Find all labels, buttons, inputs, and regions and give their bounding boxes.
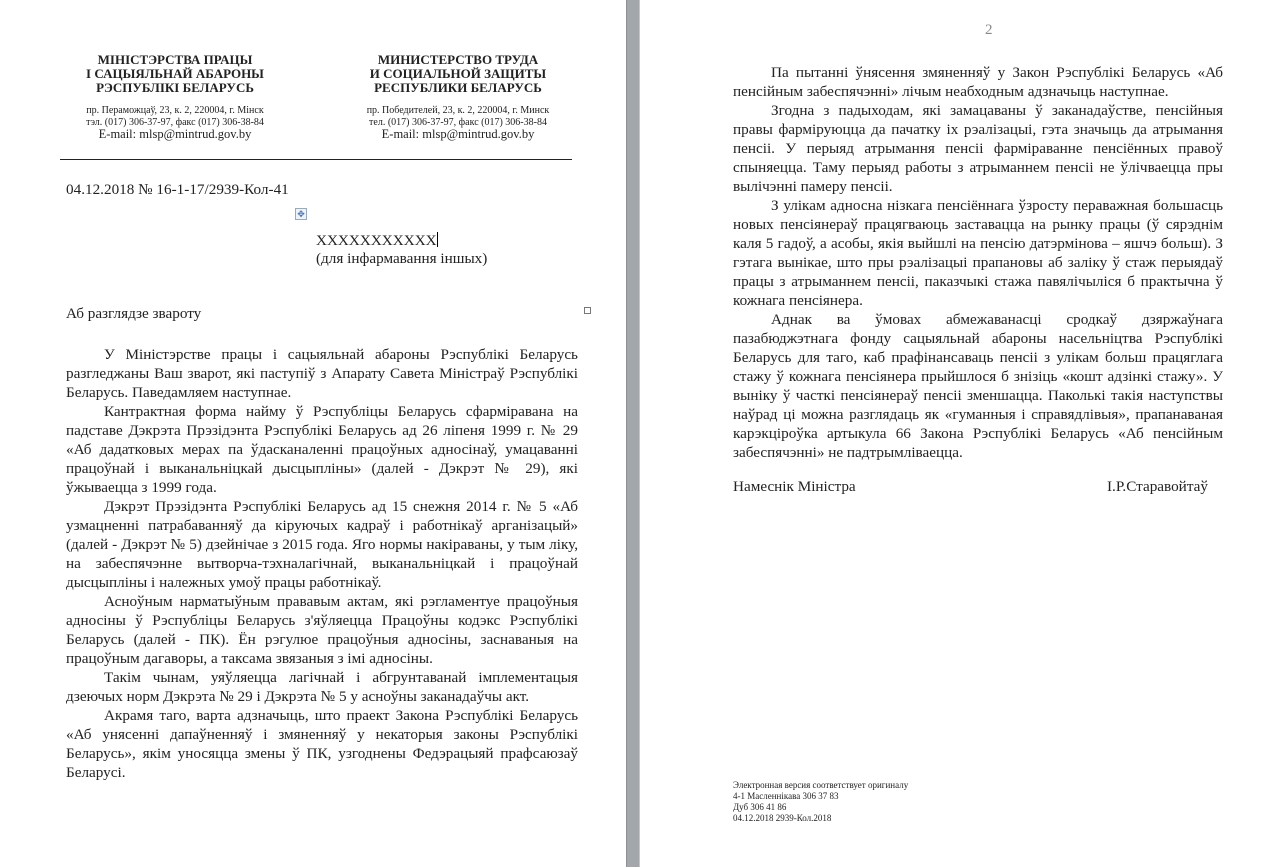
signature-name: І.Р.Старавойтаў <box>1107 478 1208 495</box>
ministry-name: РЭСПУБЛІКІ БЕЛАРУСЬ <box>96 80 254 95</box>
letterhead-divider <box>60 159 572 160</box>
ministry-email: E-mail: mlsp@mintrud.gov.by <box>381 127 535 141</box>
body-paragraph: Такім чынам, уяўляецца лагічнай і абгрунтаванай імплементацыя дзеючых норм Дэкрэта № 29 і Дэкрэта № 5 у асноўны заканадаўчы акт. <box>66 669 578 705</box>
document-page-2 <box>640 0 1280 867</box>
ministry-name: И СОЦИАЛЬНОЙ ЗАЩИТЫ <box>369 66 547 81</box>
recipient-block[interactable] <box>316 232 487 268</box>
body-paragraph: Дэкрэт Прэзідэнта Рэспублікі Беларусь ад 15 снежня 2014 г. № 5 «Аб узмацненні патрабаванняў да кіруючых кадраў і работнікаў арганізацый» (далей - Дэкрэт № 5) дзейнічае з 2015 года. Яго нормы накіраваны, у тым ліку, на забеспячэнне вытворча-тэхналагічнай, выканальніцкай і працоўнай дысцыпліны і належных умоў працы работнікаў. <box>66 498 578 591</box>
body-paragraph: Аднак ва ўмовах абмежаванасці сродкаў дзяржаўнага пазабюджэтнага фонду сацыяльнай абароны насельніцтва Рэспублікі Беларусь для таго, каб прафінансаваць пенсіі з улікам больш працяглага стажу ў кожнага пенсіянера прыйшлося б знізіць «кошт адзінкі стажу». У выніку ў часткі пенсіянераў пенсіі зменшацца. Паколькі такія наступствы наўрад ці можна разглядаць як «гуманныя і справядлівыя», прапанаваная карэкціроўка артыкула 66 Закона Рэспублікі Беларусь «Аб пенсійным забеспячэнні» не падтрымліваецца. <box>733 311 1223 461</box>
ministry-name: РЕСПУБЛИКИ БЕЛАРУСЬ <box>374 80 542 95</box>
paragraph-anchor-icon <box>584 307 591 314</box>
ministry-address: пр. Пераможцаў, 23, к. 2, 220004, г. Мінск <box>86 105 264 116</box>
body-paragraph: Кантрактная форма найму ў Рэспубліцы Беларусь сфарміравана на падставе Дэкрэта Прэзідэнта Рэспублікі Беларусь ад 26 ліпеня 1999 г. № 29 «Аб дадатковых мерах па ўдасканаленні працоўных адносінаў, умацаванні працоўнай і выканальніцкай дысцыпліны» (далей - Дэкрэт № 29), які ўжываецца з 1999 года. <box>66 403 578 496</box>
ministry-name: МІНІСТЭРСТВА ПРАЦЫ <box>97 52 253 67</box>
footer-line: Электронная версия соответствует оригиналу <box>733 780 909 790</box>
body-paragraph: Акрамя таго, варта адзначыць, што праект Закона Рэспублікі Беларусь «Аб унясенні дапаўненняў і змяненняў у некаторыя законы Рэспублікі Беларусь», якім уносяцца змены ў ПК, узгоднены Федэрацыяй прафсаюзаў Беларусі. <box>66 707 578 781</box>
footer-line: 04.12.2018 2939-Кол.2018 <box>733 813 832 823</box>
ministry-address: пр. Победителей, 23, к. 2, 220004, г. Минск <box>366 105 550 116</box>
table-move-handle-icon[interactable]: ✥ <box>295 208 307 220</box>
page-gap-separator <box>626 0 640 867</box>
body-paragraph: Асноўным нарматыўным прававым актам, які рэгламентуе працоўныя адносіны ў Рэспубліцы Беларусь з'яўляецца Працоўны кодэкс Рэспублікі Беларусь (далей - ПК). Ён рэгулюе працоўныя адносіны, заснаваныя на працоўным дагаворы, а таксама звязаныя з імі адносіны. <box>66 593 578 667</box>
footer-line: 4-1 Масленнікава 306 37 83 <box>733 791 839 801</box>
letterhead-russian <box>343 53 573 141</box>
footer-line: Дуб 306 41 86 <box>733 802 787 812</box>
letter-body <box>733 63 1223 462</box>
body-paragraph: Згодна з падыходам, які замацаваны ў заканадаўстве, пенсійныя правы фарміруюцца да пачатку іх рэалізацыі, гэта значыць да атрымання пенсіі. У перыяд атрымання пенсіі фарміраванне пенсіённых правоў спыняецца. Таму перыяд работы з атрыманнем пенсіі не ўлічваецца пры вылічэнні памеру пенсіі. <box>733 102 1223 195</box>
document-page-1 <box>0 0 626 867</box>
footer-notes <box>733 780 908 824</box>
ministry-email: E-mail: mlsp@mintrud.gov.by <box>98 127 252 141</box>
ministry-name: І САЦЫЯЛЬНАЙ АБАРОНЫ <box>86 66 264 81</box>
text-cursor <box>437 232 439 247</box>
reference-number: 04.12.2018 № 16-1-17/2939-Кол-41 <box>66 181 289 198</box>
recipient-name[interactable]: XXXXXXXXXXX <box>316 232 437 249</box>
body-paragraph: Па пытанні ўнясення змяненняў у Закон Рэспублікі Беларусь «Аб пенсійным забеспячэнні» лічым неабходным адзначыць наступнае. <box>733 64 1223 100</box>
subject-line: Аб разглядзе звароту <box>66 305 202 322</box>
ministry-name: МИНИСТЕРСТВО ТРУДА <box>377 52 539 67</box>
ministry-phone: тел. (017) 306-37-97, факс (017) 306-38-84 <box>369 116 547 128</box>
page-number: 2 <box>985 22 993 38</box>
body-paragraph: У Міністэрстве працы і сацыяльнай абароны Рэспублікі Беларусь разгледжаны Ваш зварот, які паступіў з Апарату Савета Міністраў Рэспублікі Беларусь. Паведамляем наступнае. <box>66 346 578 401</box>
letterhead-belarusian <box>60 53 290 141</box>
letter-body <box>66 345 578 782</box>
ministry-phone: тэл. (017) 306-37-97, факс (017) 306-38-84 <box>86 116 264 128</box>
recipient-note: (для інфармавання іншых) <box>316 250 488 267</box>
signature-title: Намеснік Міністра <box>733 478 856 495</box>
body-paragraph: З улікам адносна нізкага пенсіённага ўзросту пераважная большасць новых пенсіянераў працягваюць заставацца на рынку працы (ў сярэднім каля 5 гадоў, а асобы, якія выйшлі на пенсію датэрмінова – яшчэ больш). З гэтага вынікае, што пры рэалізацыі прапановы аб заліку ў стаж перыядаў працы з атрыманнем пенсіі, паказчыкі стажа павялічыліся б практычна ў кожнага пенсіянера. <box>733 197 1223 309</box>
